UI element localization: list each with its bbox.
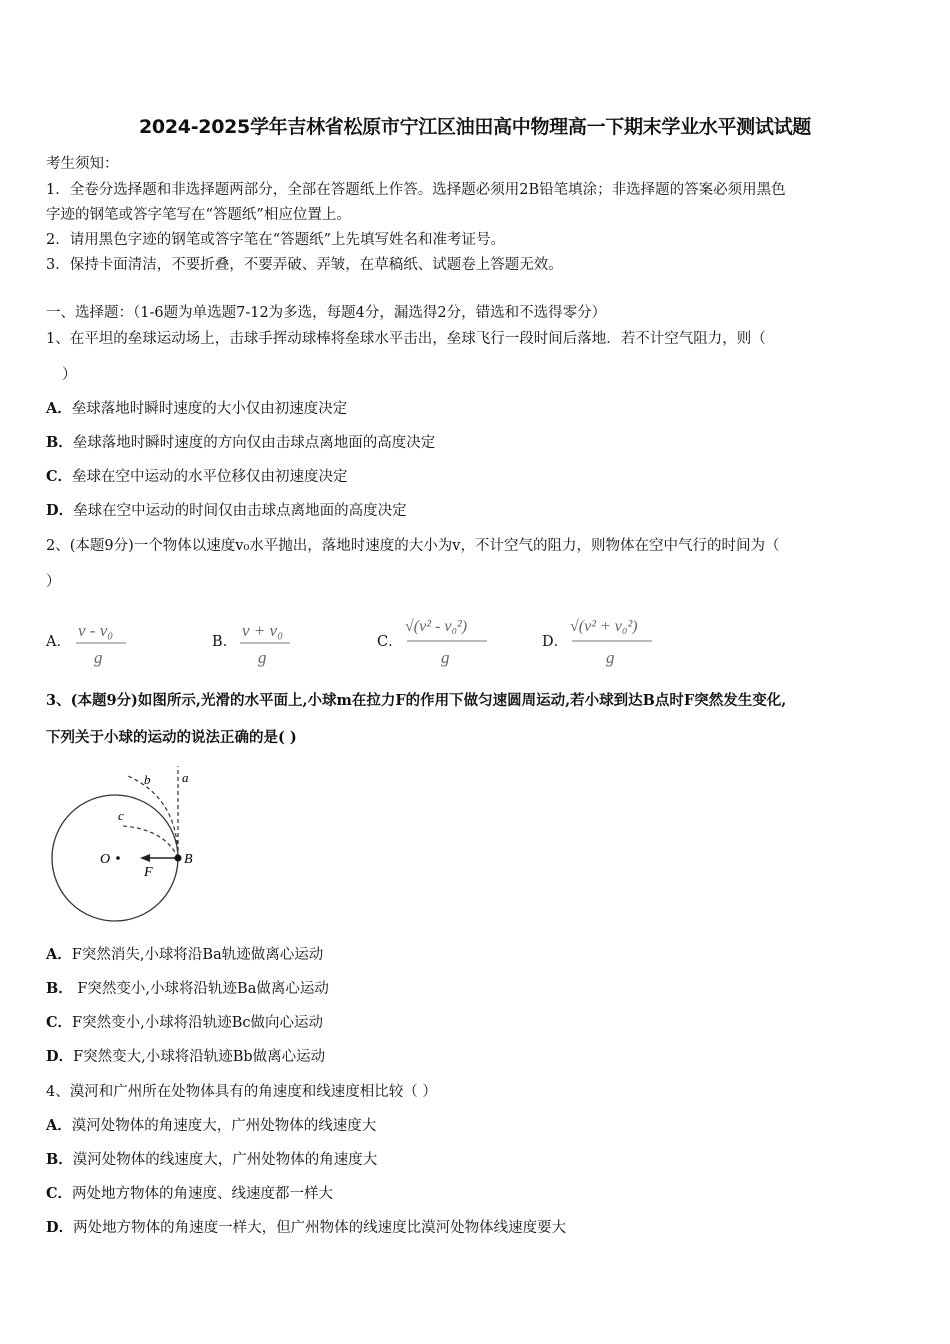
question-4-stem: 4、漠河和广州所在处物体具有的角速度和线速度相比较（ ） [46,1084,437,1100]
question-1-stem-end: ） [62,367,77,383]
formula-numerator: v - v₀ [78,621,114,640]
question-2-option-d-label: D． [542,634,569,650]
formula-denominator: g [94,648,103,667]
question-3-option-b: B． F突然变小,小球将沿轨迹Ba做离心运动 [46,980,329,997]
formula-numerator: √(v² - v₀²) [405,618,468,635]
ball-b [175,855,182,862]
question-2-stem-end: ） [46,574,61,590]
label-a: a [182,770,189,785]
question-1-option-b: B．垒球落地时瞬时速度的方向仅由击球点离地面的高度决定 [46,434,436,451]
question-3-option-c: C．F突然变小,小球将沿轨迹Bc做向心运动 [46,1014,323,1031]
question-1-option-c: C．垒球在空中运动的水平位移仅由初速度决定 [46,468,348,485]
question-2-option-c-label: C． [377,634,403,650]
question-2-option-a-formula [72,616,132,676]
question-3-stem-end: 下列关于小球的运动的说法正确的是( ) [46,729,297,746]
question-4-option-b: B．漠河处物体的线速度大，广州处物体的角速度大 [46,1151,378,1168]
label-b-point: B [184,852,193,867]
question-4-option-a: A．漠河处物体的角速度大，广州处物体的线速度大 [46,1117,377,1134]
question-2-option-b-label: B． [212,634,238,650]
question-1-stem: 1、在平坦的垒球运动场上，击球手挥动球棒将垒球水平击出，垒球飞行一段时间后落地．若不计空气阻力，则（ [46,331,766,347]
formula-denominator: g [258,648,267,667]
center-o [116,856,120,860]
trajectory-c [122,826,178,858]
page-title: 2024-2025学年吉林省松原市宁江区油田高中物理高一下期末学业水平测试试题 [139,116,811,138]
question-3-option-a: A．F突然消失,小球将沿Ba轨迹做离心运动 [46,946,324,963]
notice-item: 3．保持卡面清洁，不要折叠，不要弄破、弄皱，在草稿纸、试题卷上答题无效。 [46,257,563,273]
question-3-option-d: D．F突然变大,小球将沿轨迹Bb做离心运动 [46,1048,326,1065]
label-o: O [100,852,111,867]
notice-item: 1．全卷分选择题和非选择题两部分，全部在答题纸上作答。选择题必须用2B铅笔填涂；非选择题的答案必须用黑色 [46,182,786,198]
label-c: c [118,808,124,823]
formula-numerator: v + v₀ [242,621,283,640]
question-2-option-b-formula [236,616,296,676]
notice-heading: 考生须知： [46,156,119,172]
notice-item: 2．请用黑色字迹的钢笔或答字笔在“答题纸”上先填写姓名和准考证号。 [46,232,506,248]
question-1-option-a: A．垒球落地时瞬时速度的大小仅由初速度决定 [46,400,348,417]
formula-numerator: √(v² + v₀²) [570,618,638,635]
question-2-option-c-formula [403,603,495,675]
question-4-option-d: D．两处地方物体的角速度一样大，但广州物体的线速度比漠河处物体线速度要大 [46,1219,567,1236]
formula-denominator: g [606,648,615,667]
section-heading: 一、选择题：（1-6题为单选题7-12为多选，每题4分，漏选得2分，错选和不选得零分） [46,305,607,321]
label-b: b [144,772,151,787]
question-1-option-d: D．垒球在空中运动的时间仅由击球点离地面的高度决定 [46,502,407,519]
formula-denominator: g [441,648,450,667]
question-2-stem: 2、(本题9分)一个物体以速度v₀水平抛出，落地时速度的大小为v，不计空气的阻力，则物体在空中气行的时间为（ [46,538,780,554]
question-3-stem: 3、(本题9分)如图所示,光滑的水平面上,小球m在拉力F的作用下做匀速圆周运动,若小球到达B点时F突然发生变化, [46,692,787,709]
question-4-option-c: C．两处地方物体的角速度、线速度都一样大 [46,1185,334,1202]
label-f: F [144,865,153,880]
notice-item: 字迹的钢笔或答字笔写在“答题纸”相应位置上。 [46,207,351,223]
question-2-option-d-formula [568,603,660,675]
question-2-option-a-label: A． [46,634,71,650]
circular-motion-figure [46,762,216,926]
